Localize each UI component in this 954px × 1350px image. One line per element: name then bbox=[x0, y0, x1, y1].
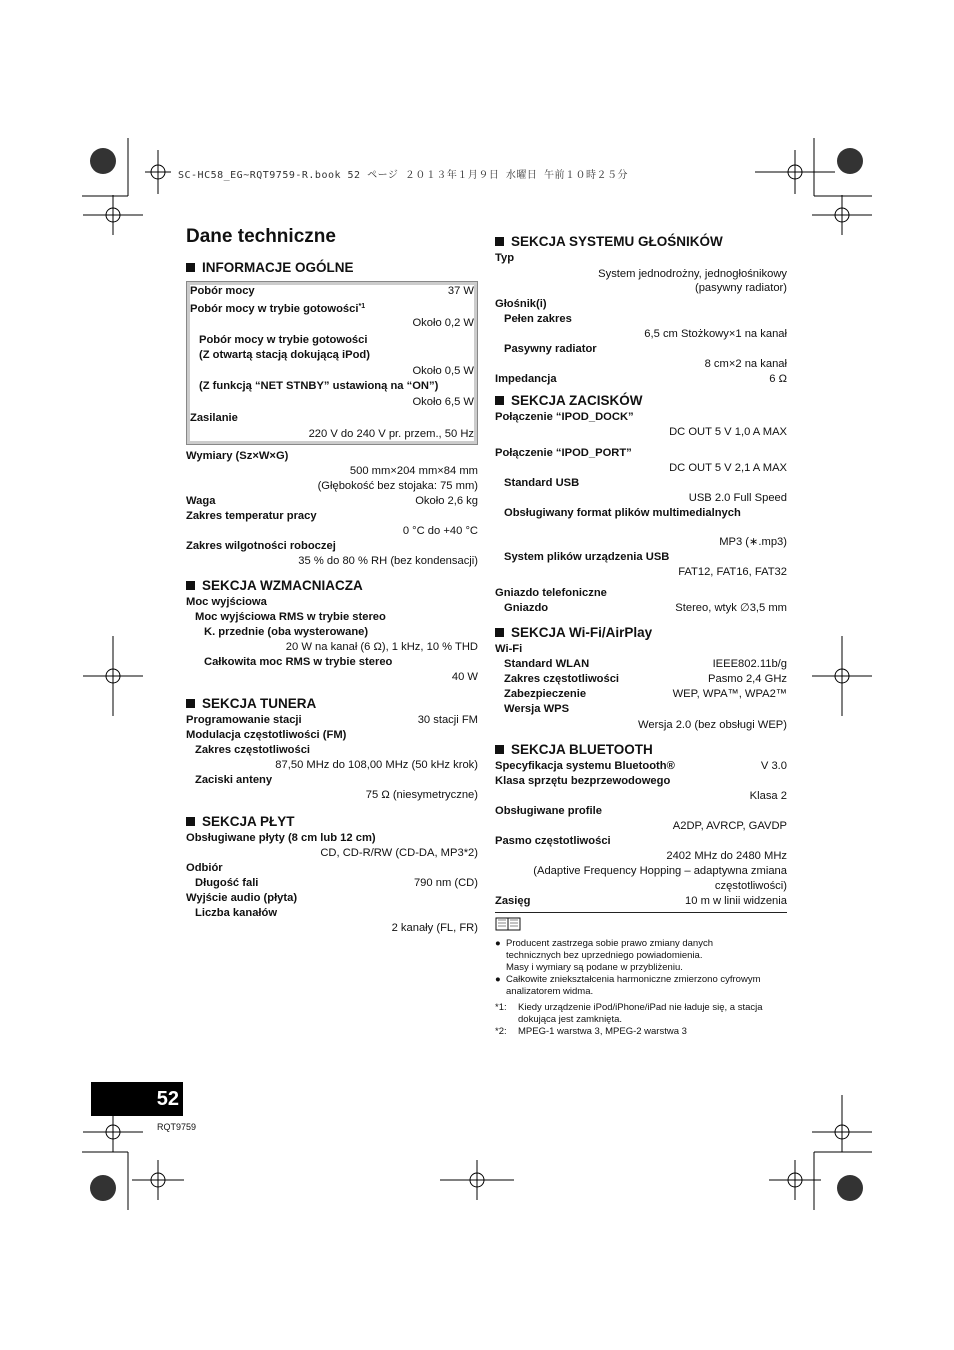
spec-value: 75 Ω (niesymetryczne) bbox=[365, 789, 478, 801]
spec-value: (Adaptive Frequency Hopping – adaptywna zmiana bbox=[533, 865, 787, 877]
left-column bbox=[186, 251, 478, 936]
spec-row: Głośnik(i) bbox=[495, 298, 547, 310]
section-heading-terminals: SEKCJA ZACISKÓW bbox=[495, 391, 787, 410]
section-heading-amplifier: SEKCJA WZMACNIACZA bbox=[186, 576, 478, 595]
doc-code: RQT9759 bbox=[157, 1122, 197, 1132]
section-heading-tuner: SEKCJA TUNERA bbox=[186, 694, 478, 713]
spec-value: FAT12, FAT16, FAT32 bbox=[678, 566, 787, 578]
spec-value: 35 % do 80 % RH (bez kondensacji) bbox=[298, 555, 478, 567]
spec-row: Zasięg 10 m w linii widzenia bbox=[495, 895, 787, 907]
spec-row: Liczba kanałów bbox=[195, 907, 278, 919]
spec-row: K. przednie (oba wysterowane) bbox=[204, 626, 369, 638]
spec-row: Waga Około 2,6 kg bbox=[186, 495, 478, 507]
spec-row: Wi-Fi bbox=[495, 643, 523, 655]
spec-row: Moc wyjściowa RMS w trybie stereo bbox=[195, 611, 386, 623]
spec-value: 40 W bbox=[451, 671, 478, 683]
page-number: 52 bbox=[91, 1082, 183, 1116]
spec-value: (Głębokość bez stojaka: 75 mm) bbox=[317, 480, 478, 492]
notes bbox=[495, 938, 787, 1038]
footnote: *1: Kiedy urządzenie iPod/iPhone/iPad nie ładuje się, a stacja dokująca jest zamknięta. bbox=[495, 1002, 763, 1025]
spec-value: 87,50 MHz do 108,00 MHz (50 kHz krok) bbox=[275, 759, 478, 771]
spec-value: (pasywny radiator) bbox=[694, 282, 787, 294]
spec-row: System plików urządzenia USB bbox=[504, 551, 670, 563]
spec-value: Około 0,5 W bbox=[412, 365, 474, 377]
bullet-icon: ● bbox=[495, 974, 501, 985]
spec-value: System jednodrożny, jednogłośnikowy bbox=[598, 268, 787, 280]
spec-value: częstotliwości) bbox=[714, 880, 787, 892]
spec-row: Standard USB bbox=[504, 477, 580, 489]
section-heading-disc: SEKCJA PŁYT bbox=[186, 812, 478, 831]
note-bullet: ● Całkowite zniekształcenia harmoniczne zmierzono cyfrowym analizatorem widma. bbox=[495, 974, 761, 997]
spec-row: Połączenie “IPOD_PORT” bbox=[495, 447, 632, 459]
spec-row: Zakres wilgotności roboczej bbox=[186, 540, 336, 552]
spec-value: 220 V do 240 V pr. przem., 50 Hz bbox=[308, 428, 474, 440]
spec-value: MP3 (∗.mp3) bbox=[719, 536, 787, 548]
spec-row: Klasa sprzętu bezprzewodowego bbox=[495, 775, 671, 787]
spec-row: Gniazdo telefoniczne bbox=[495, 587, 607, 599]
spec-row: Obsługiwane profile bbox=[495, 805, 602, 817]
section-heading-speaker: SEKCJA SYSTEMU GŁOŚNIKÓW bbox=[495, 232, 787, 251]
book-note-icon bbox=[495, 917, 521, 931]
square-bullet-icon bbox=[495, 237, 504, 246]
book-header-line: SC-HC58_EG~RQT9759-R.book 52 ページ ２０１３年１月９日 水曜日 午前１０時２５分 bbox=[178, 170, 628, 181]
square-bullet-icon bbox=[495, 745, 504, 754]
spec-value: 20 W na kanał (6 Ω), 1 kHz, 10 % THD bbox=[285, 641, 478, 653]
spec-row: Typ bbox=[495, 252, 515, 264]
spec-row: Pasywny radiator bbox=[504, 343, 597, 355]
spec-row: Modulacja częstotliwości (FM) bbox=[186, 729, 347, 741]
spec-row: Pobór mocy w trybie gotowości$^{*1}$ bbox=[190, 303, 366, 315]
spec-value: 0 °C do +40 °C bbox=[402, 525, 478, 537]
footnote: *2: MPEG-1 warstwa 3, MPEG-2 warstwa 3 bbox=[495, 1026, 687, 1037]
spec-value: DC OUT 5 V 2,1 A MAX bbox=[669, 462, 787, 474]
spec-row: Obsługiwany format plików multimedialnych bbox=[504, 507, 741, 519]
spec-row: Połączenie “IPOD_DOCK” bbox=[495, 411, 634, 423]
square-bullet-icon bbox=[495, 628, 504, 637]
spec-value: Około 0,2 W bbox=[412, 317, 474, 329]
spec-row: Zakres częstotliwości bbox=[195, 744, 311, 756]
spec-value: Wersja 2.0 (bez obsługi WEP) bbox=[637, 719, 787, 731]
spec-row: Zasilanie bbox=[190, 412, 238, 424]
spec-row: Obsługiwane płyty (8 cm lub 12 cm) bbox=[186, 832, 376, 844]
right-column bbox=[495, 225, 787, 1038]
page-title: Dane techniczne bbox=[186, 226, 336, 247]
spec-value: 8 cm×2 na kanał bbox=[704, 358, 787, 370]
spec-row: Standard WLAN IEEE802.11b/g bbox=[504, 658, 787, 670]
spec-row: Zabezpieczenie WEP, WPA™, WPA2™ bbox=[504, 688, 787, 700]
section-heading-general: INFORMACJE OGÓLNE bbox=[186, 258, 478, 277]
square-bullet-icon bbox=[186, 581, 195, 590]
spec-row: Długość fali 790 nm (CD) bbox=[195, 877, 478, 889]
spec-row: Pełen zakres bbox=[504, 313, 572, 325]
square-bullet-icon bbox=[186, 699, 195, 708]
spec-value: 6,5 cm Stożkowy×1 na kanał bbox=[644, 328, 787, 340]
spec-row: Wymiary (Sz×W×G) bbox=[186, 450, 289, 462]
spec-row: Pasmo częstotliwości bbox=[495, 835, 611, 847]
spec-value: 500 mm×204 mm×84 mm bbox=[349, 465, 478, 477]
section-heading-wifi: SEKCJA Wi-Fi/AirPlay bbox=[495, 623, 787, 642]
spec-row: Pobór mocy 37 W bbox=[190, 285, 474, 297]
spec-value: DC OUT 5 V 1,0 A MAX bbox=[669, 426, 787, 438]
spec-value: A2DP, AVRCP, GAVDP bbox=[672, 820, 787, 832]
square-bullet-icon bbox=[186, 817, 195, 826]
note-bullet: ● Producent zastrzega sobie prawo zmiany danych technicznych bez uprzedniego powiadomienia. Masy i wymiary są podane w przybliżeniu. bbox=[495, 938, 714, 973]
spec-row: Wersja WPS bbox=[504, 703, 570, 715]
spec-row: Programowanie stacji 30 stacji FM bbox=[186, 714, 478, 726]
square-bullet-icon bbox=[186, 263, 195, 272]
power-box bbox=[186, 281, 478, 445]
spec-row: Gniazdo Stereo, wtyk ∅3,5 mm bbox=[504, 602, 787, 614]
spec-row: Pobór mocy w trybie gotowości bbox=[199, 334, 368, 346]
square-bullet-icon bbox=[495, 396, 504, 405]
spec-row: Zakres częstotliwości Pasmo 2,4 GHz bbox=[504, 673, 787, 685]
spec-row: (Z funkcją “NET STNBY” ustawioną na “ON”) bbox=[199, 380, 439, 392]
spec-row: Specyfikacja systemu Bluetooth® V 3.0 bbox=[495, 760, 787, 772]
spec-value: USB 2.0 Full Speed bbox=[688, 492, 787, 504]
bullet-icon: ● bbox=[495, 938, 501, 949]
spec-row: Impedancja 6 Ω bbox=[495, 373, 787, 385]
spec-value: Około 6,5 W bbox=[412, 396, 474, 408]
spec-row: Zaciski anteny bbox=[195, 774, 273, 786]
spec-value: 2 kanały (FL, FR) bbox=[391, 922, 478, 934]
spec-row: (Z otwartą stacją dokującą iPod) bbox=[199, 349, 370, 361]
spec-value: 2402 MHz do 2480 MHz bbox=[666, 850, 787, 862]
spec-row: Całkowita moc RMS w trybie stereo bbox=[204, 656, 393, 668]
spec-value: CD, CD-R/RW (CD-DA, MP3*2) bbox=[320, 847, 478, 859]
spec-row: Zakres temperatur pracy bbox=[186, 510, 317, 522]
spec-value: Klasa 2 bbox=[749, 790, 787, 802]
spec-row: Odbiór bbox=[186, 862, 223, 874]
spec-row: Wyjście audio (płyta) bbox=[186, 892, 298, 904]
spec-row: Moc wyjściowa bbox=[186, 596, 267, 608]
divider bbox=[495, 912, 787, 913]
section-heading-bluetooth: SEKCJA BLUETOOTH bbox=[495, 740, 787, 759]
